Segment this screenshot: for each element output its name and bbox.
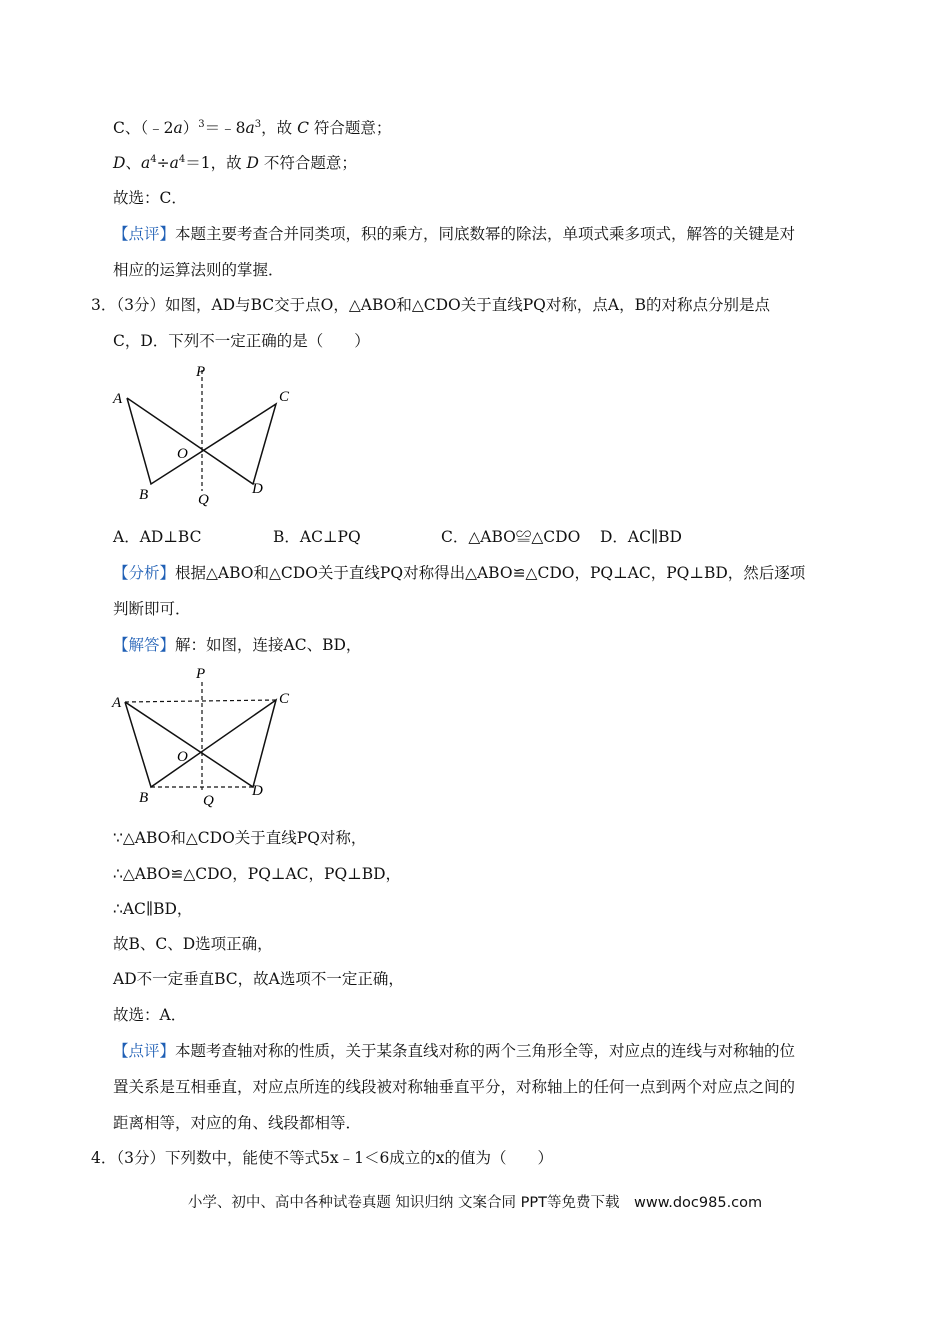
label2-c: C (279, 691, 290, 707)
q3-option-d: D．AC∥BD (600, 528, 682, 546)
label-d: D (252, 481, 263, 497)
label2-d: D (252, 783, 263, 799)
q3-stem-line2: C，D．下列不一定正确的是（ ） (113, 332, 370, 350)
label2-a: A (112, 695, 122, 711)
q3-comment-line2: 置关系是互相垂直，对应点所连的线段被对称轴垂直平分，对称轴上的任何一点到两个对应点之间的 (113, 1078, 796, 1096)
q3-option-c: C．△ABO≌△CDO (441, 528, 581, 546)
q3-figure-2 (105, 660, 305, 810)
q3-option-b: B．AC⊥PQ (273, 528, 361, 546)
label2-b: B (139, 790, 149, 806)
q3-step-6: 故选：A． (113, 1006, 187, 1024)
label-q: Q (198, 492, 209, 508)
q3-step-1: ∵△ABO和△CDO关于直线PQ对称， (113, 829, 367, 847)
label2-q: Q (203, 793, 214, 809)
analysis-tag: 【分析】 (113, 564, 176, 582)
label-p: P (196, 364, 206, 380)
comment-tag: 【点评】 (113, 225, 176, 243)
q4-stem: 4．（3分）下列数中，能使不等式5x﹣1＜6成立的x的值为（ ） (91, 1149, 554, 1167)
label-c: C (279, 389, 290, 405)
label2-p: P (196, 666, 206, 682)
q3-analysis-line2: 判断即可． (113, 600, 191, 618)
label-a: A (113, 391, 123, 407)
q3-option-a: A．AD⊥BC (113, 528, 202, 546)
label-o: O (177, 446, 188, 462)
prev-comment-line1: 【点评】本题主要考查合并同类项，积的乘方，同底数幂的除法，单项式乘多项式，解答的关键是对 (113, 225, 796, 243)
q3-figure-1 (105, 358, 305, 508)
label-b: B (139, 487, 149, 503)
solution-tag: 【解答】 (113, 636, 176, 654)
prev-option-d: D、$a^4\div a^4=1$，故 D 不符合题意； (113, 153, 357, 172)
q3-step-4: 故B、C、D选项正确， (113, 935, 273, 953)
prev-comment-line2: 相应的运算法则的掌握． (113, 261, 284, 279)
q3-solution-line1: 【解答】解：如图，连接AC、BD， (113, 636, 362, 654)
comment-tag-2: 【点评】 (113, 1042, 176, 1060)
prev-option-c: C、$(﹣2a)^3=﹣8a^3$，故 C 符合题意； (113, 118, 392, 137)
q3-step-3: ∴AC∥BD， (113, 900, 193, 918)
label2-o: O (177, 749, 188, 765)
q3-comment-line1: 【点评】本题考查轴对称的性质，关于某条直线对称的两个三角形全等，对应点的连线与对称轴的位 (113, 1042, 796, 1060)
page-footer: 小学、初中、高中各种试卷真题 知识归纳 文案合同 PPT等免费下载 www.doc985.com (187, 1195, 763, 1211)
q3-analysis-line1: 【分析】根据△ABO和△CDO关于直线PQ对称得出△ABO≌△CDO，PQ⊥AC，PQ⊥BD，然后逐项 (113, 564, 806, 582)
q3-step-2: ∴△ABO≌△CDO，PQ⊥AC，PQ⊥BD， (113, 865, 402, 883)
q3-step-5: AD不一定垂直BC，故A选项不一定正确， (113, 970, 404, 988)
q3-stem-line1: 3．（3分）如图，AD与BC交于点O，△ABO和△CDO关于直线PQ对称，点A，B的对称点分别是点 (91, 296, 770, 314)
prev-answer: 故选：C． (113, 189, 187, 207)
q3-comment-line3: 距离相等，对应的角、线段都相等． (113, 1114, 362, 1132)
